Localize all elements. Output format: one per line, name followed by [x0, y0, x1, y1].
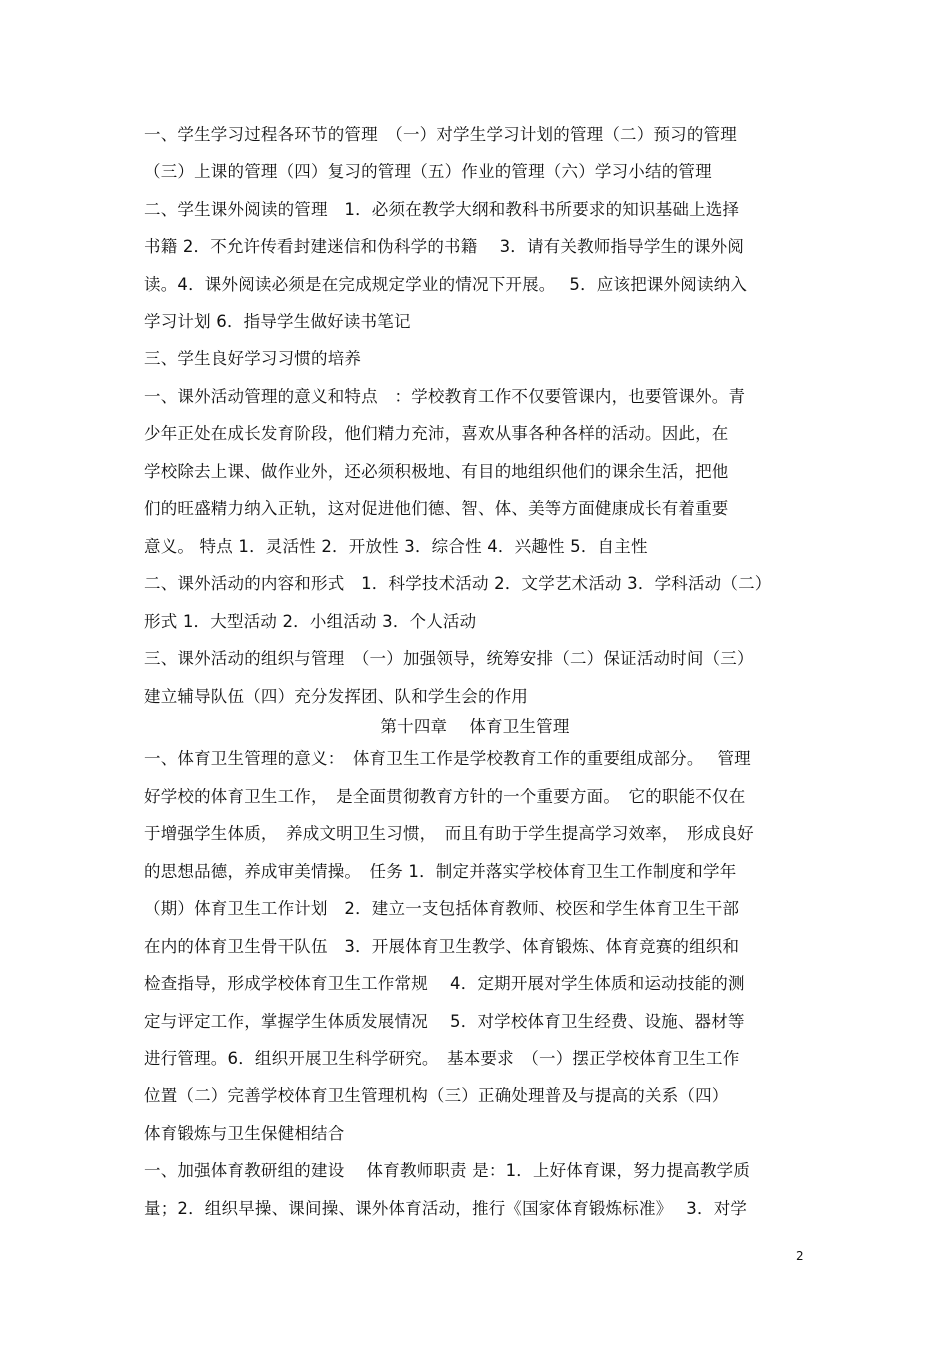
body-text-line: 少年正处在成长发育阶段，他们精力充沛，喜欢从事各种各样的活动。因此，在: [144, 424, 729, 443]
body-text-line: 在内的体育卫生骨干队伍 3．开展体育卫生教学、体育锻炼、体育竞赛的组织和: [144, 937, 740, 956]
body-text-line: （三）上课的管理（四）复习的管理（五）作业的管理（六）学习小结的管理: [144, 162, 712, 181]
section-heading: 三、学生良好学习习惯的培养: [144, 349, 362, 368]
body-text-line: 学校除去上课、做作业外，还必须积极地、有目的地组织他们的课余生活，把他: [144, 462, 729, 481]
body-text-line: 书籍 2．不允许传看封建迷信和伪科学的书籍 3．请有关教师指导学生的课外阅: [144, 237, 745, 256]
body-text-line: 检查指导，形成学校体育卫生工作常规 4．定期开展对学生体质和运动技能的测: [144, 974, 745, 993]
body-text-line: 好学校的体育卫生工作， 是全面贯彻教育方针的一个重要方面。 它的职能不仅在: [144, 787, 746, 806]
body-text-line: 一、体育卫生管理的意义： 体育卫生工作是学校教育工作的重要组成部分。 管理: [144, 749, 751, 768]
body-text-line: （期）体育卫生工作计划 2．建立一支包括体育教师、校医和学生体育卫生干部: [144, 899, 740, 918]
body-text-line: 于增强学生体质， 养成文明卫生习惯， 而且有助于学生提高学习效率， 形成良好: [144, 824, 754, 843]
body-text-line: 一、课外活动管理的意义和特点 ：学校教育工作不仅要管课内，也要管课外。青: [144, 387, 746, 406]
body-text-line: 二、课外活动的内容和形式 1．科学技术活动 2．文学艺术活动 3．学科活动（二）: [144, 574, 772, 593]
body-text-line: 学习计划 6．指导学生做好读书笔记: [144, 312, 411, 331]
body-text-line: 建立辅导队伍（四）充分发挥团、队和学生会的作用: [144, 687, 529, 706]
body-text-line: 体育锻炼与卫生保健相结合: [144, 1124, 345, 1143]
body-text-line: 位置（二）完善学校体育卫生管理机构（三）正确处理普及与提高的关系（四）: [144, 1086, 729, 1105]
body-text-line: 二、学生课外阅读的管理 1．必须在教学大纲和教科书所要求的知识基础上选择: [144, 200, 740, 219]
body-text-line: 量；2．组织早操、课间操、课外体育活动，推行《国家体育锻炼标准》 3．对学: [144, 1199, 748, 1218]
body-text-line: 形式 1．大型活动 2．小组活动 3．个人活动: [144, 612, 477, 631]
body-text-line: 定与评定工作，掌握学生体质发展情况 5．对学校体育卫生经费、设施、器材等: [144, 1012, 745, 1031]
body-text-line: 意义。 特点 1．灵活性 2．开放性 3．综合性 4．兴趣性 5．自主性: [144, 537, 648, 556]
body-text-line: 的思想品德，养成审美情操。 任务 1．制定并落实学校体育卫生工作制度和学年: [144, 862, 737, 881]
body-text-line: 读。4．课外阅读必须是在完成规定学业的情况下开展。 5．应该把课外阅读纳入: [144, 275, 748, 294]
page-number: 2: [796, 1249, 804, 1263]
body-text-line: 一、加强体育教研组的建设 体育教师职责 是：1．上好体育课，努力提高教学质: [144, 1161, 751, 1180]
body-text-line: 们的旺盛精力纳入正轨，这对促进他们德、智、体、美等方面健康成长有着重要: [144, 499, 729, 518]
chapter-title: 第十四章 体育卫生管理: [380, 717, 570, 736]
body-text-line: 一、学生学习过程各环节的管理 （一）对学生学习计划的管理（二）预习的管理: [144, 125, 737, 144]
body-text-line: 进行管理。6．组织开展卫生科学研究。 基本要求 （一）摆正学校体育卫生工作: [144, 1049, 740, 1068]
body-text-line: 三、课外活动的组织与管理 （一）加强领导，统筹安排（二）保证活动时间（三）: [144, 649, 754, 668]
